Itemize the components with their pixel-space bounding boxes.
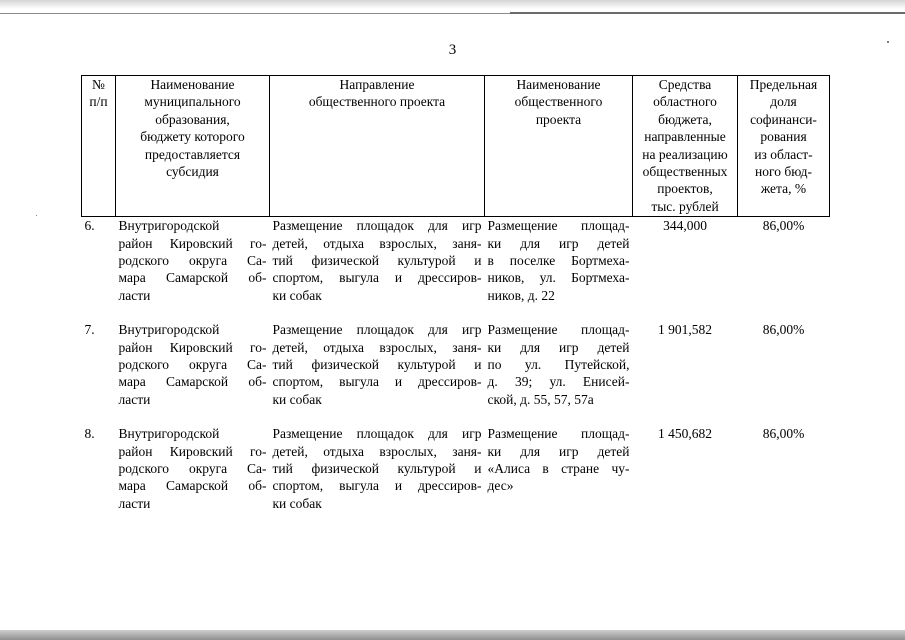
- cell-line: тий физической культурой и: [272, 461, 482, 477]
- header-funds: [633, 76, 738, 217]
- cell-line: район Кировский го-: [118, 235, 267, 251]
- cell-municipality: [116, 425, 270, 512]
- header-municipality: [116, 76, 270, 217]
- cell-line: ласти: [118, 391, 151, 407]
- cell-line: мара Самарской об-: [118, 478, 267, 494]
- cell-line: родского округа Са-: [118, 357, 267, 373]
- cell-line: родского округа Са-: [118, 461, 267, 477]
- header-line: ного бюд-: [755, 164, 812, 180]
- cell-funds: 1 450,682: [658, 426, 712, 442]
- cell-project: [485, 425, 633, 512]
- header-share: [738, 76, 830, 217]
- header-line: муниципального: [144, 94, 241, 110]
- table-row: [82, 321, 830, 425]
- header-line: Наименование: [150, 77, 235, 92]
- cell-line: ской, д. 55, 57, 57а: [487, 391, 594, 407]
- header-line: Предельная: [749, 77, 818, 92]
- cell-num: 7.: [84, 322, 95, 338]
- page-number: 3: [448, 42, 457, 58]
- header-line: проекта: [535, 111, 582, 127]
- scan-rule-top-heavy: [510, 12, 905, 14]
- header-line: областного: [653, 94, 717, 110]
- scan-edge-bottom: [0, 630, 905, 640]
- cell-line: ки для игр детей: [487, 339, 630, 355]
- cell-line: детей, отдыха взрослых, заня-: [272, 235, 482, 251]
- cell-line: «Алиса в стране чу-: [487, 461, 630, 477]
- cell-line: Размещение площад-: [487, 426, 630, 442]
- cell-line: мара Самарской об-: [118, 374, 267, 390]
- table-body: [82, 217, 830, 513]
- cell-share: 86,00%: [762, 218, 805, 234]
- cell-line: Размещение площад-: [487, 218, 630, 234]
- cell-line: ки собак: [272, 495, 322, 511]
- cell-line: Внутригородской: [118, 218, 220, 234]
- cell-line: тий физической культурой и: [272, 357, 482, 373]
- cell-line: по ул. Путейской,: [487, 357, 630, 373]
- header-line: проектов,: [657, 181, 713, 197]
- header-line: №: [92, 77, 105, 92]
- cell-direction: [270, 217, 485, 322]
- cell-line: Внутригородской: [118, 322, 220, 338]
- cell-line: спортом, выгула и дрессиров-: [272, 374, 482, 390]
- cell-line: дес»: [487, 478, 514, 494]
- header-line: тыс. рублей: [651, 198, 719, 214]
- header-line: Средства: [658, 77, 712, 92]
- cell-direction: [270, 425, 485, 512]
- header-line: субсидия: [166, 164, 219, 180]
- scan-speck: [36, 215, 37, 216]
- cell-municipality: [116, 321, 270, 425]
- cell-line: ников, д. 22: [487, 287, 555, 303]
- header-line: жета, %: [760, 181, 807, 197]
- header-line: софинанси-: [750, 111, 817, 127]
- subsidy-table: [81, 75, 830, 512]
- header-line: Направление: [339, 77, 415, 92]
- cell-line: Размещение площад-: [487, 322, 630, 338]
- cell-share: 86,00%: [762, 322, 805, 338]
- cell-share: 86,00%: [762, 426, 805, 442]
- header-project: [485, 76, 633, 217]
- cell-line: Размещение площадок для игр: [272, 322, 482, 338]
- header-line: п/п: [89, 94, 108, 110]
- cell-line: спортом, выгула и дрессиров-: [272, 270, 482, 286]
- cell-num: 6.: [84, 218, 95, 234]
- header-line: направленные: [644, 129, 726, 145]
- cell-line: ки собак: [272, 391, 322, 407]
- header-direction: [270, 76, 485, 217]
- cell-funds: 1 901,582: [658, 322, 712, 338]
- table-row: [82, 217, 830, 322]
- cell-line: ласти: [118, 495, 151, 511]
- cell-line: ки для игр детей: [487, 443, 630, 459]
- cell-line: ников, ул. Бортмеха-: [487, 270, 630, 286]
- cell-municipality: [116, 217, 270, 322]
- cell-num: 8.: [84, 426, 95, 442]
- cell-direction: [270, 321, 485, 425]
- cell-line: детей, отдыха взрослых, заня-: [272, 443, 482, 459]
- header-line: из област-: [754, 146, 813, 162]
- cell-line: район Кировский го-: [118, 339, 267, 355]
- cell-line: мара Самарской об-: [118, 270, 267, 286]
- header-line: общественного: [514, 94, 603, 110]
- header-line: предоставляется: [144, 146, 241, 162]
- cell-funds: 344,000: [663, 218, 707, 234]
- scan-edge-top: [0, 0, 905, 9]
- cell-line: спортом, выгула и дрессиров-: [272, 478, 482, 494]
- cell-line: в поселке Бортмеха-: [487, 253, 630, 269]
- cell-line: родского округа Са-: [118, 253, 267, 269]
- header-line: доля: [770, 94, 797, 110]
- table-header-row: [82, 76, 830, 217]
- header-num: [82, 76, 116, 217]
- cell-line: тий физической культурой и: [272, 253, 482, 269]
- cell-project: [485, 217, 633, 322]
- header-line: общественных: [642, 164, 728, 180]
- header-line: рования: [760, 129, 807, 145]
- cell-line: Внутригородской: [118, 426, 220, 442]
- header-line: бюджету которого: [140, 129, 245, 145]
- header-line: бюджета,: [658, 111, 712, 127]
- cell-line: ки собак: [272, 287, 322, 303]
- cell-line: ласти: [118, 287, 151, 303]
- cell-line: детей, отдыха взрослых, заня-: [272, 339, 482, 355]
- cell-line: Размещение площадок для игр: [272, 426, 482, 442]
- cell-line: район Кировский го-: [118, 443, 267, 459]
- cell-line: д. 39; ул. Енисей-: [487, 374, 630, 390]
- cell-line: ки для игр детей: [487, 235, 630, 251]
- header-line: Наименование: [516, 77, 601, 92]
- header-line: на реализацию: [642, 146, 728, 162]
- cell-project: [485, 321, 633, 425]
- header-line: образования,: [155, 111, 230, 127]
- table-row: [82, 425, 830, 512]
- cell-line: Размещение площадок для игр: [272, 218, 482, 234]
- header-line: общественного проекта: [308, 94, 446, 110]
